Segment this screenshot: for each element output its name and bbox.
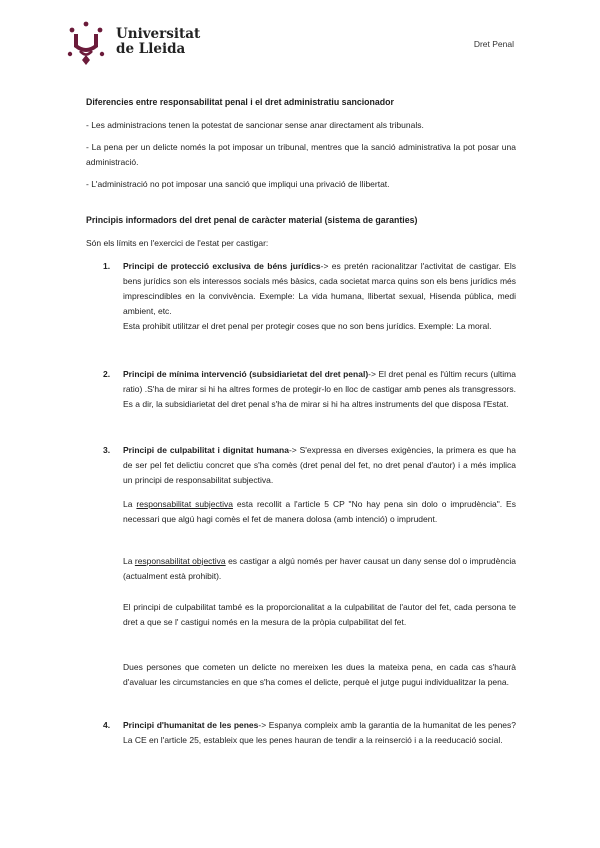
section-intro: Són els límits en l'exercici de l'estat per castigar:	[86, 238, 269, 248]
list-item-1	[103, 259, 516, 334]
text-run: es castigar a algú només per haver causat un dany sense dol o imprudència (actualment està prohibit).	[123, 556, 516, 581]
principle-text: -> El dret penal es l'últim recurs (ultima ratio) .S'ha de mirar si hi ha altres formes de protegir-lo en lloc de castigar amb penes als transgressors. Es a dir, la subsidiarietat del dret penal s'ha de mirar si hi ha altres instruments del que disposa l'Estat.	[123, 369, 516, 409]
list-item-3	[103, 443, 516, 488]
paragraph-subjective	[123, 497, 516, 527]
university-name-line1: Universitat	[116, 26, 201, 42]
principle-title: Principi d'humanitat de les penes	[123, 720, 259, 730]
list-number: 2.	[103, 369, 111, 379]
bullet-1: - Les administracions tenen la potestat de sancionar sense anar directament als tribunals.	[86, 120, 424, 130]
list-number: 1.	[103, 261, 111, 271]
list-item-2	[103, 367, 516, 412]
underlined-term: responsabilitat subjectiva	[136, 499, 233, 509]
text-run: La	[123, 556, 135, 566]
principle-extra: Esta prohibit utilitzar el dret penal per protegir coses que no son bens jurídics. Exemple: La moral.	[123, 321, 492, 331]
list-number: 4.	[103, 720, 111, 730]
paragraph-objective	[123, 554, 516, 584]
principle-title: Principi de protecció exclusiva de béns jurídics	[123, 261, 321, 271]
paragraph-individualization: Dues persones que cometen un delicte no mereixen les dues la mateixa pena, en cada cas s'haurà d'avaluar les circumstancies en que s'ha comes el delicte, perquè el jutge pugui individualitzar la pena.	[123, 662, 516, 687]
list-number: 3.	[103, 445, 111, 455]
principle-title: Principi de mínima intervenció (subsidiarietat del dret penal)	[123, 369, 369, 379]
section-heading-2: Principis informadors del dret penal de caràcter material (sistema de garanties)	[86, 215, 418, 225]
list-item-4	[103, 718, 516, 748]
course-title: Dret Penal	[473, 39, 514, 49]
bullet-2: - La pena per un delicte només la pot imposar un tribunal, mentres que la sanció administrativa la pot posar una administració.	[86, 142, 516, 167]
principle-text: -> Espanya compleix amb la garantia de la humanitat de les penes? La CE en l'article 25, estableix que les penes hauran de tendir a la reinserció i a la reeducació social.	[123, 720, 516, 745]
principle-title: Principi de culpabilitat i dignitat humana	[123, 445, 289, 455]
university-name-line2: de Lleida	[116, 41, 186, 57]
university-name	[116, 27, 200, 57]
university-logo-icon	[64, 20, 108, 66]
paragraph-proportionality: El principi de culpabilitat també es la proporcionalitat a la culpabilitat de l'autor del fet, cada persona te dret a que se l' castigui només en la mesura de la pròpia culpabilitat del fet.	[123, 602, 516, 627]
section-heading-1: Diferencies entre responsabilitat penal i el dret administratiu sancionador	[86, 97, 394, 107]
bullet-3: - L'administració no pot imposar una sanció que impliqui una privació de llibertat.	[86, 179, 390, 189]
text-run: esta recollit a l'article 5 CP "No hay pena sin dolo o imprudència". Es necessari que algú hagi comès el fet de manera dolosa (amb intenció) o imprudent.	[123, 499, 516, 524]
principle-text: -> es pretén racionalitzar l'activitat de castigar. Els bens jurídics son els interessos socials més bàsics, cada societat marca quins son els bens jurídics més imprescindibles en la convivència. Exemple: La vida humana, llibertat sexual, Hisenda pública, medi ambient, etc.	[123, 261, 516, 316]
page-header	[0, 0, 600, 80]
principle-text: -> S'expressa en diverses exigències, la primera es que ha de ser pel fet delictiu concret que s'ha comès (dret penal del fet, no dret penal d'autor) i a més implica un principi de responsabilitat subjectiva.	[123, 445, 516, 485]
text-run: La	[123, 499, 137, 509]
underlined-term: responsabilitat objectiva	[134, 556, 226, 566]
